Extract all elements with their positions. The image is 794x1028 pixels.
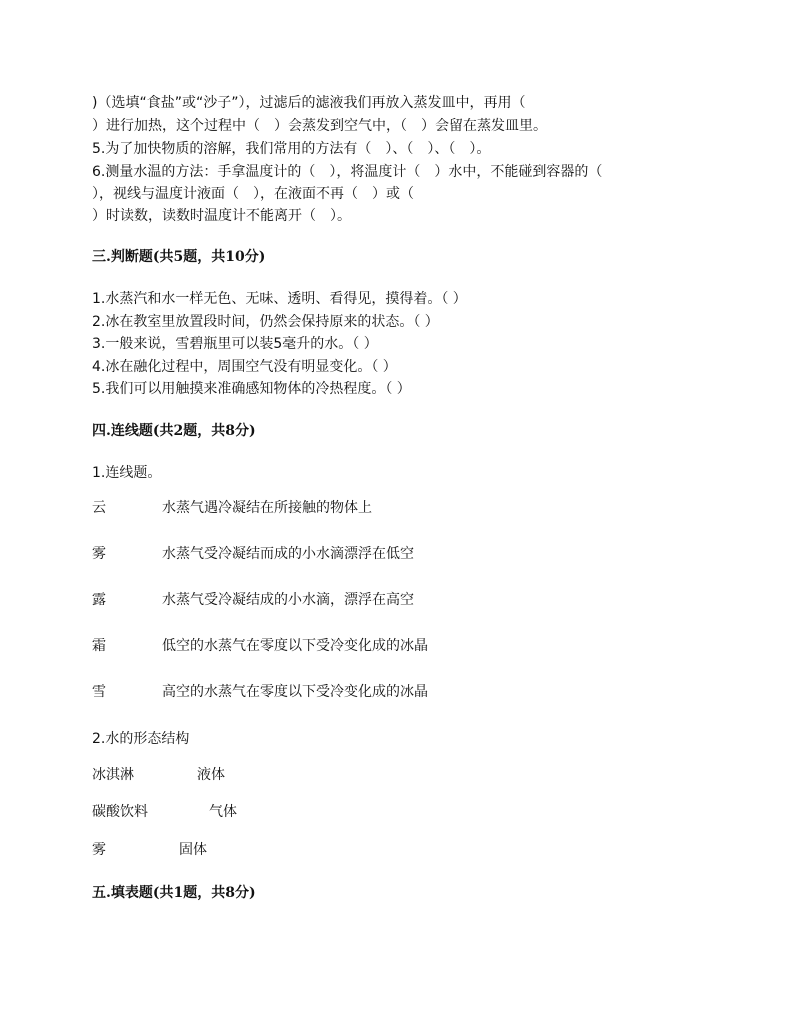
- match-description: 高空的水蒸气在零度以下受冷变化成的冰晶: [162, 684, 428, 700]
- match-term: 雪: [92, 684, 106, 700]
- section-heading: 五.填表题(共1题，共8分): [92, 885, 256, 901]
- match-right: 液体: [197, 767, 225, 783]
- question-title: 2.水的形态结构: [92, 731, 190, 747]
- fill-line: ）进行加热，这个过程中（ ）会蒸发到空气中，（ ）会留在蒸发皿里。: [92, 118, 547, 134]
- match-term: 露: [92, 592, 106, 608]
- match-term: 雾: [92, 546, 106, 562]
- match-right: 气体: [209, 804, 237, 820]
- judge-item: 1.水蒸汽和水一样无色、无味、透明、看得见，摸得着。（ ）: [92, 291, 467, 307]
- fill-line: )（选填“食盐”或“沙子”），过滤后的滤液我们再放入蒸发皿中，再用（: [92, 95, 526, 111]
- match-description: 水蒸气遇冷凝结在所接触的物体上: [162, 500, 372, 516]
- match-description: 水蒸气受冷凝结而成的小水滴漂浮在低空: [162, 546, 414, 562]
- match-term: 霜: [92, 638, 106, 654]
- match-left: 冰淇淋: [92, 767, 134, 783]
- fill-line: ），视线与温度计液面（ ），在液面不再（ ）或（: [92, 186, 414, 202]
- fill-line: ）时读数，读数时温度计不能离开（ ）。: [92, 208, 351, 224]
- judge-item: 3.一般来说，雪碧瓶里可以装5毫升的水。（ ）: [92, 336, 378, 352]
- fill-line: 5.为了加快物质的溶解，我们常用的方法有（ ）、（ ）、（ ）。: [92, 141, 491, 157]
- match-description: 低空的水蒸气在零度以下受冷变化成的冰晶: [162, 638, 428, 654]
- match-left: 雾: [92, 842, 106, 858]
- fill-line: 6.测量水温的方法：手拿温度计的（ ），将温度计（ ）水中，不能碰到容器的（: [92, 164, 603, 180]
- section-heading: 四.连线题(共2题，共8分): [92, 423, 256, 439]
- judge-item: 2.冰在教室里放置段时间，仍然会保持原来的状态。（ ）: [92, 314, 439, 330]
- judge-item: 4.冰在融化过程中，周围空气没有明显变化。（ ）: [92, 359, 397, 375]
- section-heading: 三.判断题(共5题，共10分): [92, 249, 266, 265]
- match-description: 水蒸气受冷凝结成的小水滴，漂浮在高空: [162, 592, 414, 608]
- question-title: 1.连线题。: [92, 465, 162, 481]
- match-right: 固体: [179, 842, 207, 858]
- match-term: 云: [92, 500, 106, 516]
- match-left: 碳酸饮料: [92, 804, 148, 820]
- judge-item: 5.我们可以用触摸来准确感知物体的冷热程度。（ ）: [92, 381, 411, 397]
